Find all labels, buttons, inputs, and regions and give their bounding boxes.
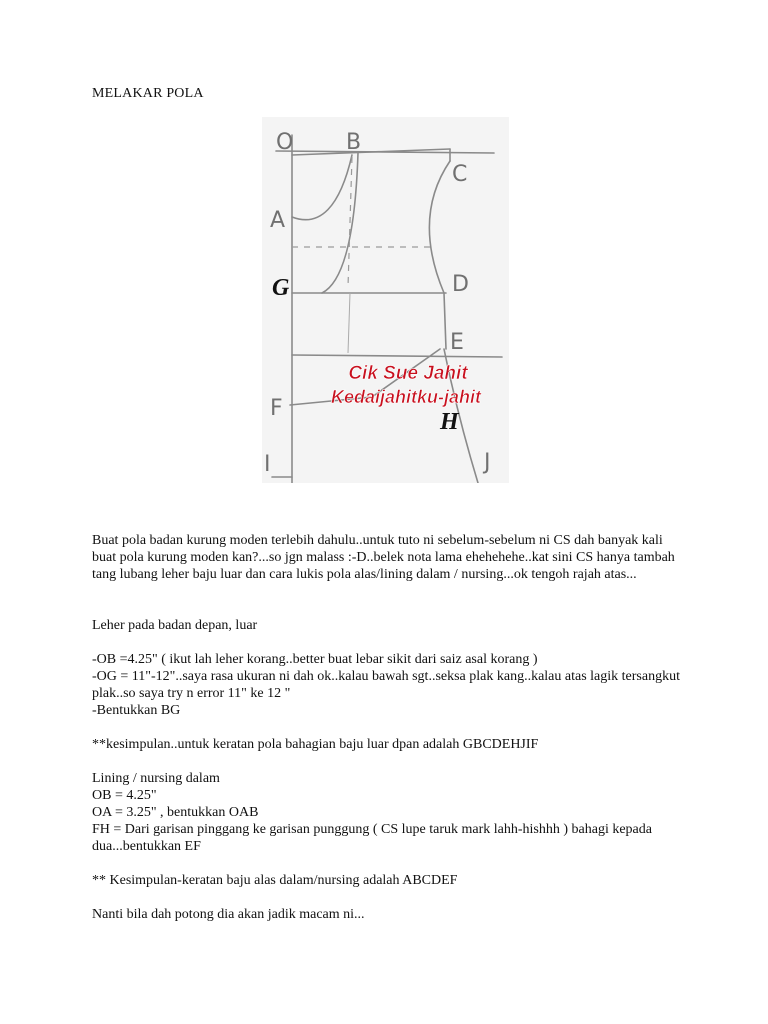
pattern-sketch-svg xyxy=(262,117,509,483)
point-label-o: O xyxy=(276,130,294,155)
watermark-line-1: Cik Sue Jahit xyxy=(348,363,468,384)
watermark-line-2: Kedaijahitku-jahit xyxy=(330,387,482,407)
sketch-lines xyxy=(272,135,502,483)
point-label-a: A xyxy=(270,208,286,233)
outer-conclusion-line: **kesimpulan..untuk keratan pola bahagian baju luar dpan adalah GBCDEHJIF xyxy=(92,737,539,752)
inner-conclusion-line: ** Kesimpulan-keratan baju alas dalam/nursing adalah ABCDEF xyxy=(92,873,458,888)
inner-guide-line xyxy=(348,293,350,353)
neckline-bg xyxy=(322,153,358,293)
lining-oa-line: OA = 3.25" , bentukkan OAB xyxy=(92,805,259,820)
point-label-i: I xyxy=(264,452,271,477)
point-label-j: J xyxy=(484,450,491,475)
pattern-sketch-figure xyxy=(262,117,509,483)
point-label-b: B xyxy=(346,130,362,155)
bg-shape-line: -Bentukkan BG xyxy=(92,703,181,718)
front-neck-heading: Leher pada badan depan, luar xyxy=(92,618,258,633)
lining-ob-line: OB = 4.25" xyxy=(92,788,157,803)
point-label-d: D xyxy=(452,272,469,297)
document-title: MELAKAR POLA xyxy=(92,86,204,101)
point-label-e: E xyxy=(450,330,464,355)
lining-fh-line: FH = Dari garisan pinggang ke garisan punggung ( CS lupe taruk mark lahh-hishhh ) bahagi kepada dua...bentukkan EF xyxy=(92,822,652,854)
waist-line xyxy=(292,355,502,357)
side-line-de xyxy=(444,293,446,349)
armhole-cd xyxy=(429,161,450,293)
intro-paragraph: Buat pola badan kurung moden terlebih dahulu..untuk tuto ni sebelum-sebelum ni CS dah banyak kali buat pola kurung moden kan?...so jgn malass :-D..belek nota lama ehehehehe..kat sini CS hanya tambah tang lubang leher baju luar dan cara lukis pola alas/lining dalam / nursing...ok tengoh rajah atas... xyxy=(92,533,675,582)
overlay-label-h: H xyxy=(440,409,459,435)
lining-heading: Lining / nursing dalam xyxy=(92,771,220,786)
point-label-c: C xyxy=(452,162,468,187)
neckline-oab xyxy=(292,155,352,220)
overlay-label-g: G xyxy=(272,275,290,301)
ob-measurement-line: -OB =4.25" ( ikut lah leher korang..better buat lebar sikit dari saiz asal korang ) xyxy=(92,652,538,667)
closing-line: Nanti bila dah potong dia akan jadik macam ni... xyxy=(92,907,365,922)
og-measurement-line: -OG = 11"-12"..saya rasa ukuran ni dah ok..kalau bawah sgt..seksa plak kang..kalau atas lagik tersangkut plak..so saya try n error 11" ke 12 " xyxy=(92,669,680,701)
point-label-f: F xyxy=(270,396,283,421)
dashed-lines xyxy=(292,157,434,287)
dashed-neck-line xyxy=(348,157,352,287)
